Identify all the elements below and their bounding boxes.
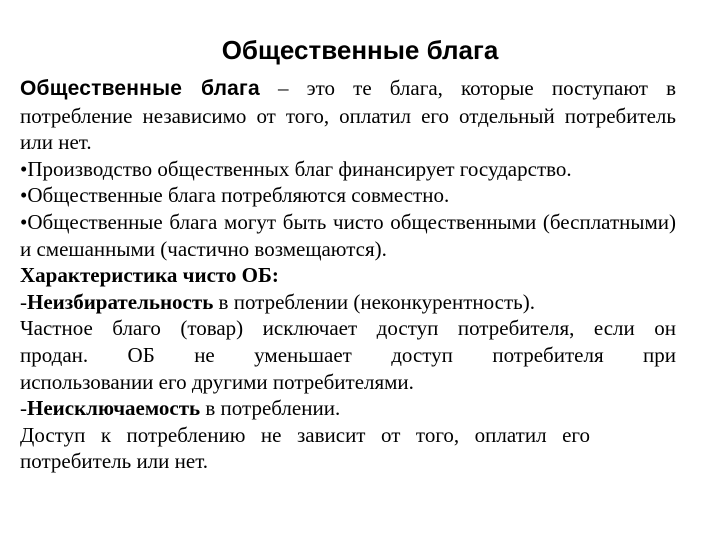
characteristic-term-2: Неисключаемость bbox=[27, 396, 201, 421]
characteristic-explanation-2: Доступ к потреблению не зависит от того, оплатил его потребитель или нет. bbox=[20, 422, 590, 474]
characteristics-heading: Характеристика чисто ОБ: bbox=[20, 263, 279, 288]
bullet-item-2: •Общественные блага потребляются совместно. bbox=[20, 183, 450, 208]
bullet-item-1: •Производство общественных благ финансирует государство. bbox=[20, 156, 572, 181]
characteristic-explanation-1-line-1: Частное благо (товар) исключает доступ потребителя, если он bbox=[20, 316, 676, 341]
characteristic-term-1: Неизбирательность bbox=[27, 289, 214, 314]
slide-title: Общественные блага bbox=[221, 35, 499, 65]
characteristic-item-2 bbox=[20, 395, 676, 422]
definition-term: Общественные блага bbox=[20, 77, 260, 100]
characteristic-item-1 bbox=[20, 289, 676, 316]
definition-paragraph bbox=[20, 75, 676, 156]
slide-content bbox=[20, 75, 676, 475]
bullet-item-3: •Общественные блага могут быть чисто общественными (бесплатными) и смешанными (частично возмещаются). bbox=[20, 209, 676, 261]
characteristic-dash-1: - bbox=[20, 289, 27, 314]
characteristic-explanation-1-line-3: использовании его другими потребителями. bbox=[20, 369, 414, 394]
definition-text: – это те блага, которые поступают в потребление независимо от того, оплатил его отдельный потребитель или нет. bbox=[20, 76, 677, 155]
characteristic-dash-2: - bbox=[20, 396, 27, 421]
characteristic-text-1: в потреблении (неконкурентность). bbox=[213, 289, 536, 314]
characteristic-explanation-1-line-2: продан. ОБ не уменьшает доступ потребителя при bbox=[20, 342, 676, 367]
characteristic-text-2: в потреблении. bbox=[200, 396, 341, 421]
